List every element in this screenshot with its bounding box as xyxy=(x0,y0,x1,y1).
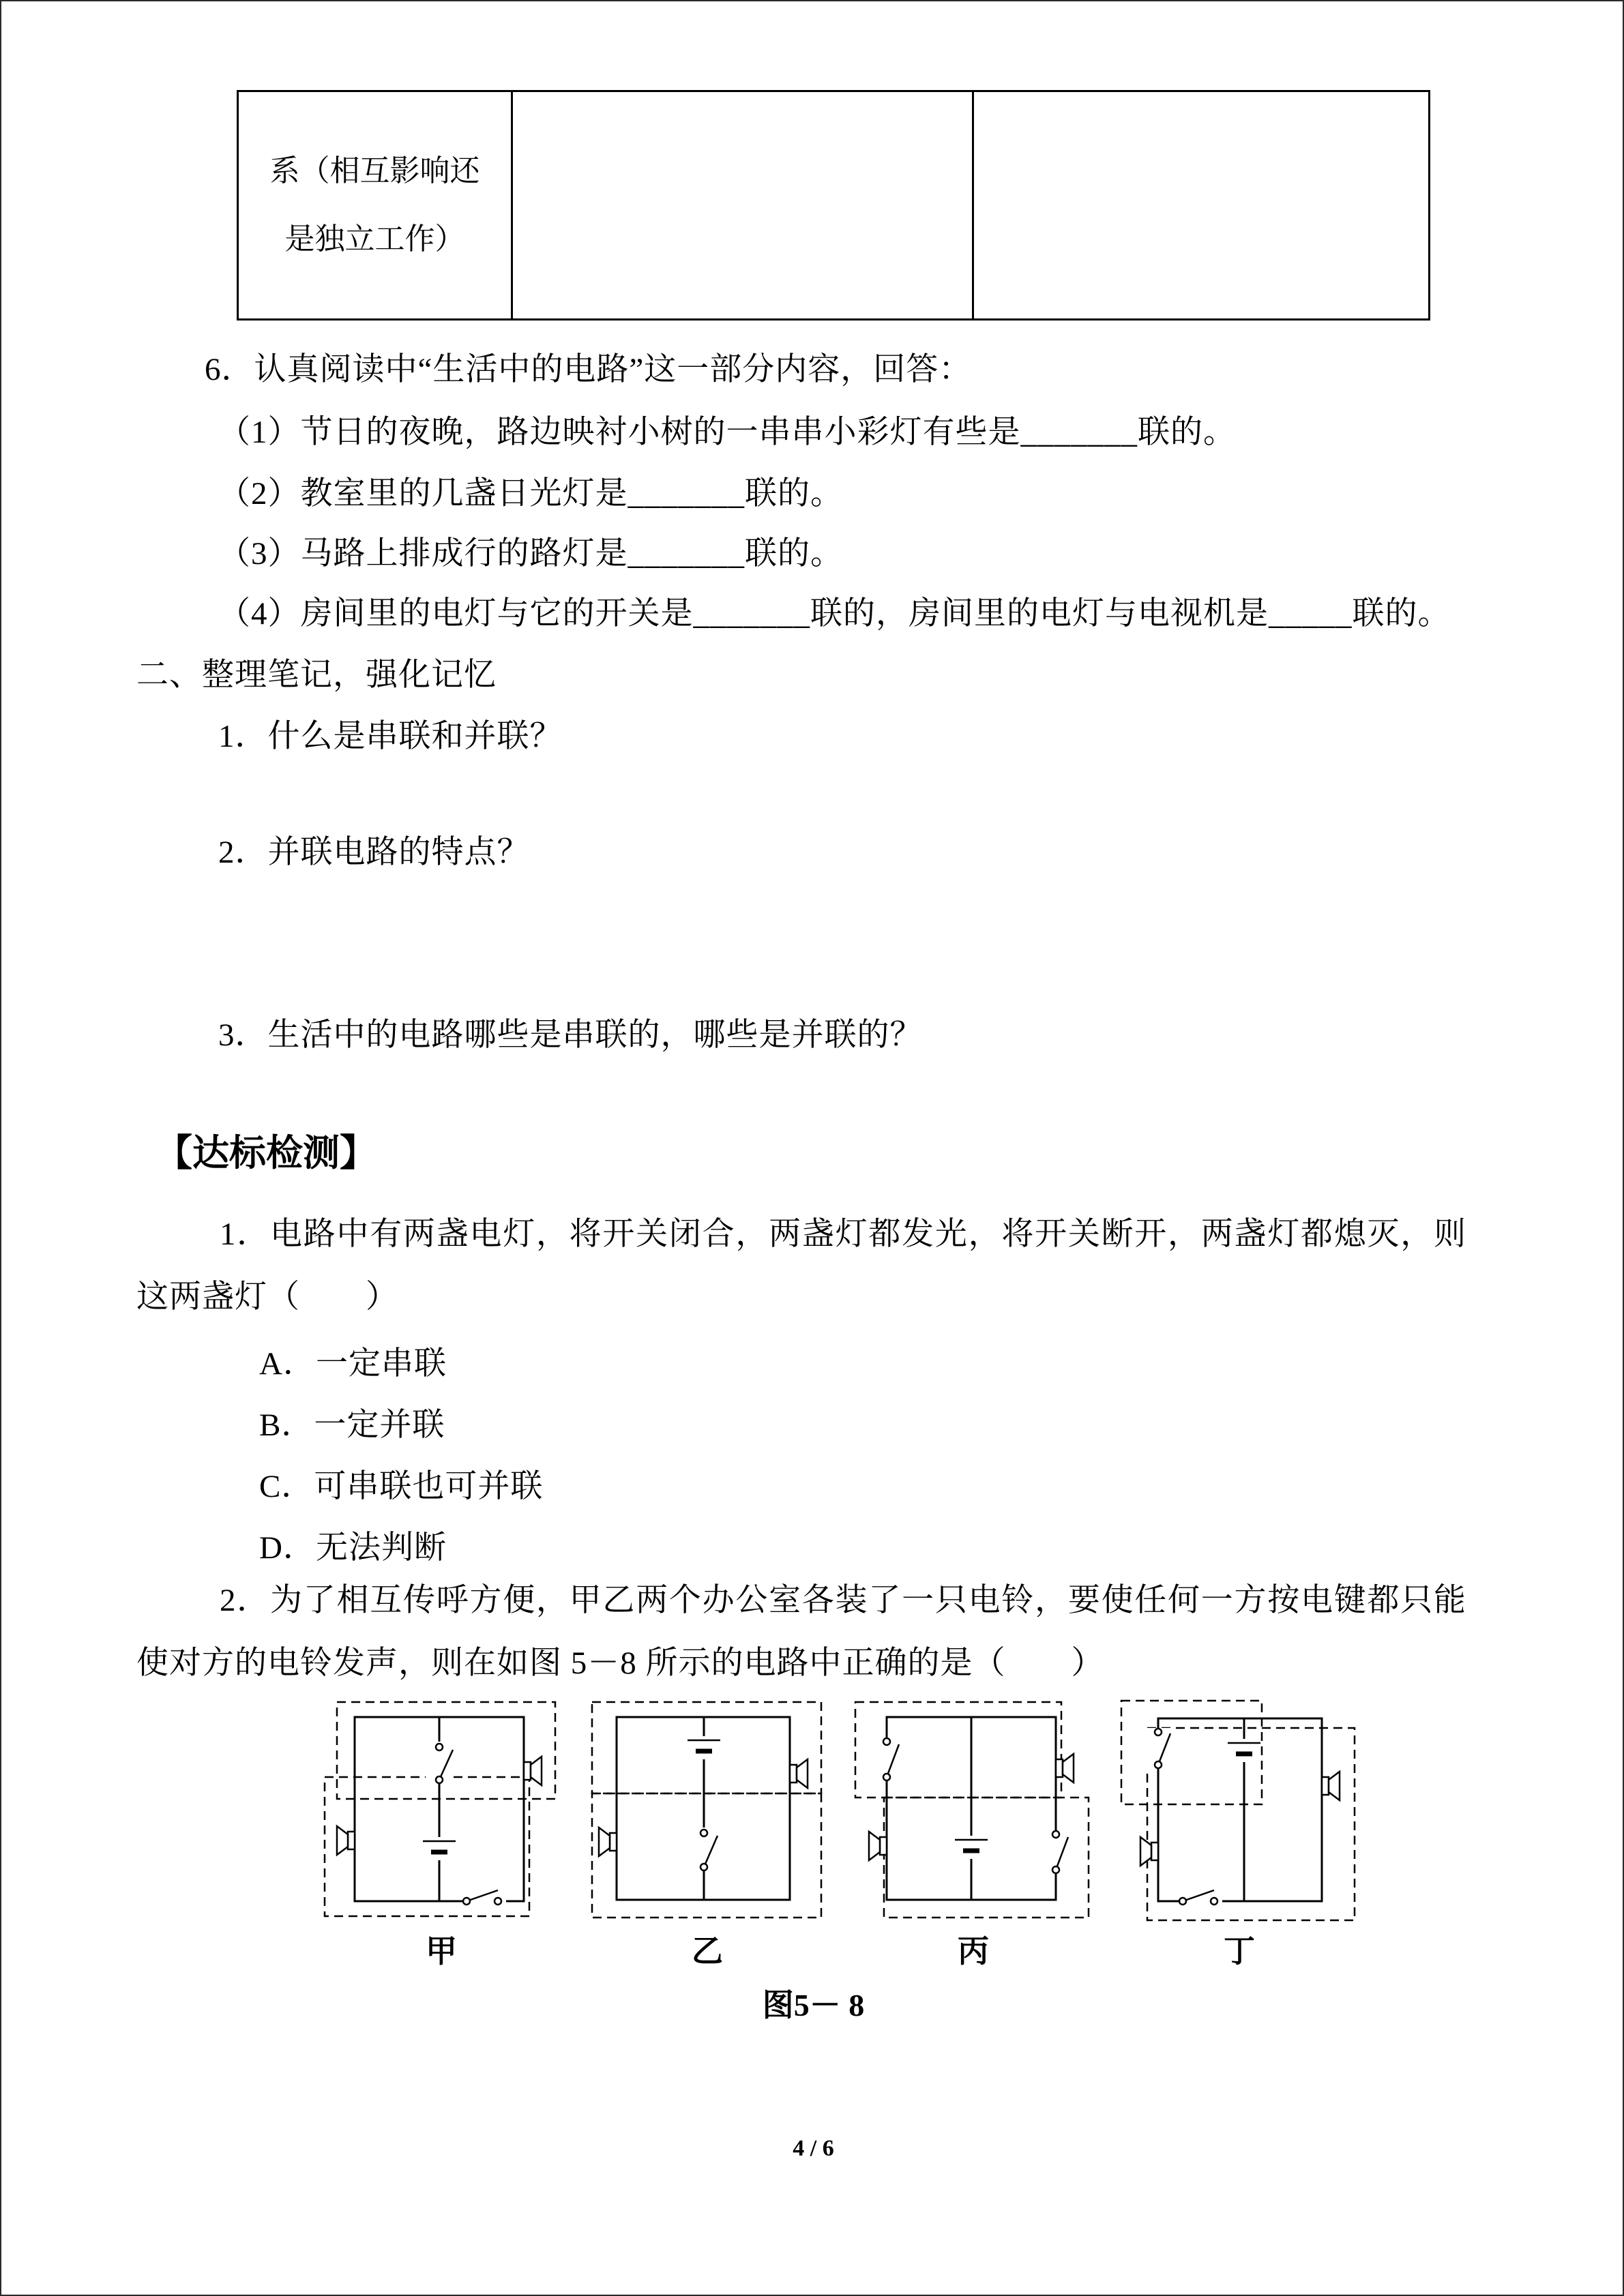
switch-icon xyxy=(426,1742,453,1784)
page-number: 4 / 6 xyxy=(793,2136,834,2161)
notes-question-2: 2．并联电路的特点？ xyxy=(218,835,530,870)
table-cell-label xyxy=(238,91,512,320)
figure-item-jia xyxy=(322,1697,561,1969)
question-6-intro: 6．认真阅读中“生活中的电路”这一部分内容，回答： xyxy=(205,352,972,387)
notes-question-1: 1．什么是串联和并联？ xyxy=(218,719,563,754)
table-cell-label-line1: 系（相互影响还 xyxy=(269,154,480,188)
test-q1-option-c: C．可串联也可并联 xyxy=(259,1469,544,1504)
figure-label-ding: 丁 xyxy=(1224,1934,1255,1969)
table-cell-empty-2 xyxy=(973,91,1430,320)
test-question-1: 1．电路中有两盏电灯，将开关闭合，两盏灯都发光，将开关断开，两盏灯都熄灭，则这两盏灯（ ） xyxy=(136,1217,1466,1315)
figure-5-8 xyxy=(322,1697,1359,1969)
question-6-item-4: （4）房间里的电灯与它的开关是_______联的，房间里的电灯与电视机是_____联的。 xyxy=(218,596,1451,631)
notes-section-heading: 二、整理笔记，强化记忆 xyxy=(136,657,497,693)
circuit-diagram-yi xyxy=(588,1697,827,1928)
switch-icon xyxy=(1179,1890,1222,1907)
figure-item-yi xyxy=(588,1697,827,1969)
switch-icon xyxy=(1145,1728,1172,1769)
table-row xyxy=(238,91,1430,320)
bell-icon xyxy=(337,1826,355,1855)
figure-caption: 图5－ 8 xyxy=(762,1988,865,2023)
switch-icon xyxy=(690,1828,718,1871)
figure-item-ding xyxy=(1120,1697,1359,1969)
switch-icon xyxy=(1042,1830,1069,1874)
question-6-item-3: （3）马路上排成行的路灯是_______联的。 xyxy=(218,536,843,571)
switch-icon xyxy=(462,1890,506,1907)
bell-icon xyxy=(524,1757,542,1785)
battery-icon xyxy=(688,1736,720,1759)
circuit-diagram-bing xyxy=(854,1697,1093,1928)
bell-icon xyxy=(1140,1837,1158,1866)
figure-label-jia: 甲 xyxy=(426,1934,457,1969)
top-table xyxy=(237,90,1430,320)
circuit-diagram-ding xyxy=(1120,1697,1359,1928)
question-6-item-2: （2）教室里的几盏日光灯是_______联的。 xyxy=(218,476,843,511)
table-cell-label-line2: 是独立工作） xyxy=(284,222,465,256)
battery-icon xyxy=(423,1837,456,1860)
figure-item-bing xyxy=(854,1697,1093,1969)
figure-label-bing: 丙 xyxy=(958,1934,989,1969)
test-q1-option-b: B．一定并联 xyxy=(259,1407,445,1443)
figure-label-yi: 乙 xyxy=(692,1934,723,1969)
test-q1-option-a: A．一定串联 xyxy=(259,1346,447,1382)
switch-icon xyxy=(873,1738,900,1781)
table-cell-empty-1 xyxy=(512,91,973,320)
battery-icon xyxy=(955,1836,988,1859)
bell-icon xyxy=(1322,1772,1340,1800)
test-section-heading: 【达标检测】 xyxy=(156,1133,377,1174)
test-q1-option-d: D．无法判断 xyxy=(259,1530,447,1566)
question-6-item-1: （1）节日的夜晚，路边映衬小树的一串串小彩灯有些是_______联的。 xyxy=(218,415,1236,450)
bell-icon xyxy=(1056,1754,1074,1783)
bell-icon xyxy=(599,1828,617,1856)
test-question-2: 2．为了相互传呼方便，甲乙两个办公室各装了一只电铃，要使任何一方按电键都只能使对方的电铃发声，则在如图 5－8 所示的电路中正确的是（ ） xyxy=(136,1583,1466,1681)
battery-icon xyxy=(1228,1739,1260,1762)
bell-icon xyxy=(790,1759,808,1788)
notes-question-3: 3．生活中的电路哪些是串联的，哪些是并联的？ xyxy=(218,1017,923,1053)
circuit-diagram-jia xyxy=(322,1697,561,1928)
